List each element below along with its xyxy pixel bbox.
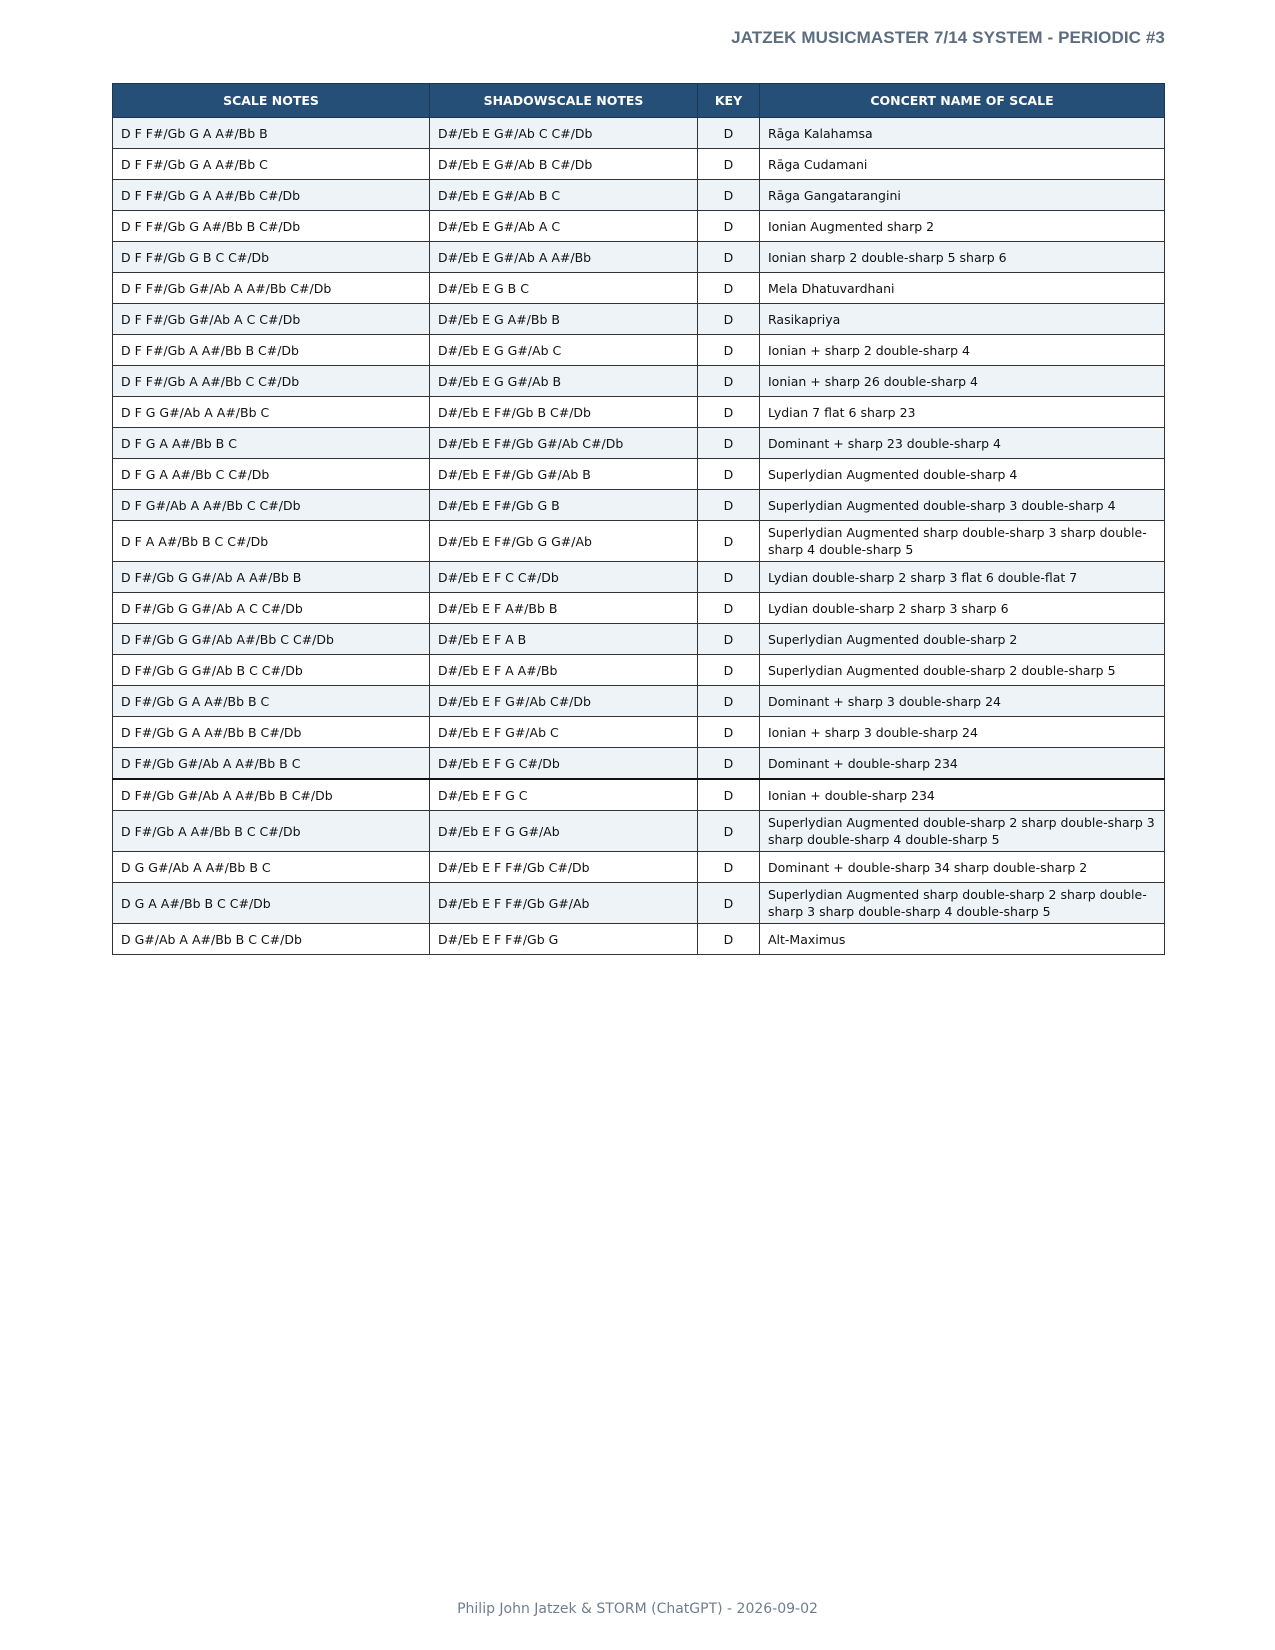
- shadowscale-notes-cell: D#/Eb E F#/Gb G B: [430, 490, 698, 521]
- scale-notes-cell: D G G#/Ab A A#/Bb B C: [113, 852, 430, 883]
- page-footer: Philip John Jatzek & STORM (ChatGPT) - 2026-09-02: [457, 1601, 818, 1617]
- scale-notes-cell: D F F#/Gb G A A#/Bb C: [113, 149, 430, 180]
- concert-name-cell: Superlydian Augmented sharp double-sharp 3 sharp double-sharp 4 double-sharp 5: [760, 521, 1165, 562]
- table-row: [113, 242, 1165, 273]
- shadowscale-notes-cell: D#/Eb E F A#/Bb B: [430, 593, 698, 624]
- key-cell: D: [698, 242, 760, 273]
- table-row: [113, 273, 1165, 304]
- concert-name-cell: Lydian double-sharp 2 sharp 3 flat 6 double-flat 7: [760, 562, 1165, 593]
- table-row: [113, 366, 1165, 397]
- concert-name-cell: Superlydian Augmented double-sharp 2: [760, 624, 1165, 655]
- key-cell: D: [698, 717, 760, 748]
- shadowscale-notes-cell: D#/Eb E F#/Gb G#/Ab C#/Db: [430, 428, 698, 459]
- scale-notes-cell: D F F#/Gb G#/Ab A A#/Bb C#/Db: [113, 273, 430, 304]
- scale-notes-cell: D F F#/Gb G A A#/Bb B: [113, 118, 430, 149]
- shadowscale-notes-cell: D#/Eb E F#/Gb G#/Ab B: [430, 459, 698, 490]
- column-header-scale-notes: SCALE NOTES: [113, 84, 430, 118]
- scale-notes-cell: D F G A A#/Bb C C#/Db: [113, 459, 430, 490]
- key-cell: D: [698, 562, 760, 593]
- key-cell: D: [698, 149, 760, 180]
- table-row: [113, 779, 1165, 811]
- shadowscale-notes-cell: D#/Eb E F#/Gb G G#/Ab: [430, 521, 698, 562]
- scale-notes-cell: D F#/Gb G G#/Ab A A#/Bb B: [113, 562, 430, 593]
- concert-name-cell: Dominant + sharp 23 double-sharp 4: [760, 428, 1165, 459]
- key-cell: D: [698, 811, 760, 852]
- key-cell: D: [698, 852, 760, 883]
- table-row: [113, 811, 1165, 852]
- table-row: [113, 118, 1165, 149]
- shadowscale-notes-cell: D#/Eb E G G#/Ab B: [430, 366, 698, 397]
- key-cell: D: [698, 686, 760, 717]
- concert-name-cell: Dominant + sharp 3 double-sharp 24: [760, 686, 1165, 717]
- table-row: [113, 459, 1165, 490]
- table-header-row: [113, 84, 1165, 118]
- key-cell: D: [698, 521, 760, 562]
- concert-name-cell: Alt-Maximus: [760, 924, 1165, 955]
- shadowscale-notes-cell: D#/Eb E F C C#/Db: [430, 562, 698, 593]
- key-cell: D: [698, 273, 760, 304]
- shadowscale-notes-cell: D#/Eb E G#/Ab B C#/Db: [430, 149, 698, 180]
- shadowscale-notes-cell: D#/Eb E F#/Gb B C#/Db: [430, 397, 698, 428]
- key-cell: D: [698, 428, 760, 459]
- table-row: [113, 593, 1165, 624]
- table-row: [113, 335, 1165, 366]
- key-cell: D: [698, 180, 760, 211]
- key-cell: D: [698, 883, 760, 924]
- concert-name-cell: Rasikapriya: [760, 304, 1165, 335]
- shadowscale-notes-cell: D#/Eb E G#/Ab A A#/Bb: [430, 242, 698, 273]
- concert-name-cell: Superlydian Augmented double-sharp 3 double-sharp 4: [760, 490, 1165, 521]
- table-row: [113, 562, 1165, 593]
- concert-name-cell: Ionian + double-sharp 234: [760, 779, 1165, 811]
- concert-name-cell: Rāga Gangatarangini: [760, 180, 1165, 211]
- scale-notes-cell: D F F#/Gb G B C C#/Db: [113, 242, 430, 273]
- scale-notes-cell: D F F#/Gb A A#/Bb C C#/Db: [113, 366, 430, 397]
- key-cell: D: [698, 655, 760, 686]
- column-header-key: KEY: [698, 84, 760, 118]
- scale-notes-cell: D F#/Gb A A#/Bb B C C#/Db: [113, 811, 430, 852]
- page-title: JATZEK MUSICMASTER 7/14 SYSTEM - PERIODIC #3: [731, 28, 1165, 47]
- key-cell: D: [698, 397, 760, 428]
- table-row: [113, 686, 1165, 717]
- key-cell: D: [698, 924, 760, 955]
- key-cell: D: [698, 779, 760, 811]
- concert-name-cell: Ionian Augmented sharp 2: [760, 211, 1165, 242]
- scale-notes-cell: D F F#/Gb G A A#/Bb C#/Db: [113, 180, 430, 211]
- shadowscale-notes-cell: D#/Eb E G B C: [430, 273, 698, 304]
- concert-name-cell: Ionian sharp 2 double-sharp 5 sharp 6: [760, 242, 1165, 273]
- table-row: [113, 521, 1165, 562]
- scale-notes-cell: D F#/Gb G G#/Ab B C C#/Db: [113, 655, 430, 686]
- shadowscale-notes-cell: D#/Eb E F G C: [430, 779, 698, 811]
- scale-notes-cell: D F G G#/Ab A A#/Bb C: [113, 397, 430, 428]
- scale-table: [112, 83, 1165, 955]
- concert-name-cell: Ionian + sharp 26 double-sharp 4: [760, 366, 1165, 397]
- concert-name-cell: Dominant + double-sharp 34 sharp double-sharp 2: [760, 852, 1165, 883]
- concert-name-cell: Ionian + sharp 2 double-sharp 4: [760, 335, 1165, 366]
- column-header-shadowscale-notes: SHADOWSCALE NOTES: [430, 84, 698, 118]
- shadowscale-notes-cell: D#/Eb E F A B: [430, 624, 698, 655]
- concert-name-cell: Lydian double-sharp 2 sharp 3 sharp 6: [760, 593, 1165, 624]
- key-cell: D: [698, 335, 760, 366]
- concert-name-cell: Superlydian Augmented sharp double-sharp 2 sharp double-sharp 3 sharp double-sharp 4 double-sharp 5: [760, 883, 1165, 924]
- shadowscale-notes-cell: D#/Eb E F G C#/Db: [430, 748, 698, 780]
- table-row: [113, 211, 1165, 242]
- table-row: [113, 304, 1165, 335]
- concert-name-cell: Ionian + sharp 3 double-sharp 24: [760, 717, 1165, 748]
- table-body: [113, 118, 1165, 955]
- shadowscale-notes-cell: D#/Eb E F F#/Gb G: [430, 924, 698, 955]
- concert-name-cell: Superlydian Augmented double-sharp 2 sharp double-sharp 3 sharp double-sharp 4 double-sharp 5: [760, 811, 1165, 852]
- key-cell: D: [698, 748, 760, 780]
- scale-notes-cell: D F A A#/Bb B C C#/Db: [113, 521, 430, 562]
- table-row: [113, 149, 1165, 180]
- table-row: [113, 883, 1165, 924]
- shadowscale-notes-cell: D#/Eb E F F#/Gb G#/Ab: [430, 883, 698, 924]
- table-row: [113, 490, 1165, 521]
- key-cell: D: [698, 118, 760, 149]
- table-row: [113, 852, 1165, 883]
- concert-name-cell: Mela Dhatuvardhani: [760, 273, 1165, 304]
- shadowscale-notes-cell: D#/Eb E F F#/Gb C#/Db: [430, 852, 698, 883]
- key-cell: D: [698, 304, 760, 335]
- shadowscale-notes-cell: D#/Eb E G A#/Bb B: [430, 304, 698, 335]
- scale-notes-cell: D F#/Gb G A A#/Bb B C#/Db: [113, 717, 430, 748]
- scale-notes-cell: D F F#/Gb G#/Ab A C C#/Db: [113, 304, 430, 335]
- scale-notes-cell: D G#/Ab A A#/Bb B C C#/Db: [113, 924, 430, 955]
- shadowscale-notes-cell: D#/Eb E F G#/Ab C: [430, 717, 698, 748]
- key-cell: D: [698, 366, 760, 397]
- key-cell: D: [698, 593, 760, 624]
- concert-name-cell: Superlydian Augmented double-sharp 4: [760, 459, 1165, 490]
- scale-notes-cell: D F#/Gb G#/Ab A A#/Bb B C: [113, 748, 430, 780]
- concert-name-cell: Superlydian Augmented double-sharp 2 double-sharp 5: [760, 655, 1165, 686]
- table-row: [113, 428, 1165, 459]
- key-cell: D: [698, 459, 760, 490]
- shadowscale-notes-cell: D#/Eb E F G#/Ab C#/Db: [430, 686, 698, 717]
- key-cell: D: [698, 490, 760, 521]
- scale-notes-cell: D F G#/Ab A A#/Bb C C#/Db: [113, 490, 430, 521]
- scale-notes-cell: D F F#/Gb G A#/Bb B C#/Db: [113, 211, 430, 242]
- shadowscale-notes-cell: D#/Eb E G#/Ab A C: [430, 211, 698, 242]
- concert-name-cell: Dominant + double-sharp 234: [760, 748, 1165, 780]
- table-row: [113, 397, 1165, 428]
- table-row: [113, 624, 1165, 655]
- scale-notes-cell: D F F#/Gb A A#/Bb B C#/Db: [113, 335, 430, 366]
- key-cell: D: [698, 211, 760, 242]
- concert-name-cell: Rāga Kalahamsa: [760, 118, 1165, 149]
- concert-name-cell: Rāga Cudamani: [760, 149, 1165, 180]
- shadowscale-notes-cell: D#/Eb E G G#/Ab C: [430, 335, 698, 366]
- scale-notes-cell: D F#/Gb G A A#/Bb B C: [113, 686, 430, 717]
- shadowscale-notes-cell: D#/Eb E G#/Ab B C: [430, 180, 698, 211]
- table-row: [113, 180, 1165, 211]
- shadowscale-notes-cell: D#/Eb E F A A#/Bb: [430, 655, 698, 686]
- column-header-concert-name: CONCERT NAME OF SCALE: [760, 84, 1165, 118]
- scale-notes-cell: D F#/Gb G G#/Ab A#/Bb C C#/Db: [113, 624, 430, 655]
- table-row: [113, 748, 1165, 780]
- shadowscale-notes-cell: D#/Eb E G#/Ab C C#/Db: [430, 118, 698, 149]
- scale-notes-cell: D F#/Gb G#/Ab A A#/Bb B C#/Db: [113, 779, 430, 811]
- table-row: [113, 924, 1165, 955]
- scale-notes-cell: D G A A#/Bb B C C#/Db: [113, 883, 430, 924]
- key-cell: D: [698, 624, 760, 655]
- scale-notes-cell: D F#/Gb G G#/Ab A C C#/Db: [113, 593, 430, 624]
- scale-notes-cell: D F G A A#/Bb B C: [113, 428, 430, 459]
- table-row: [113, 655, 1165, 686]
- table-row: [113, 717, 1165, 748]
- shadowscale-notes-cell: D#/Eb E F G G#/Ab: [430, 811, 698, 852]
- concert-name-cell: Lydian 7 flat 6 sharp 23: [760, 397, 1165, 428]
